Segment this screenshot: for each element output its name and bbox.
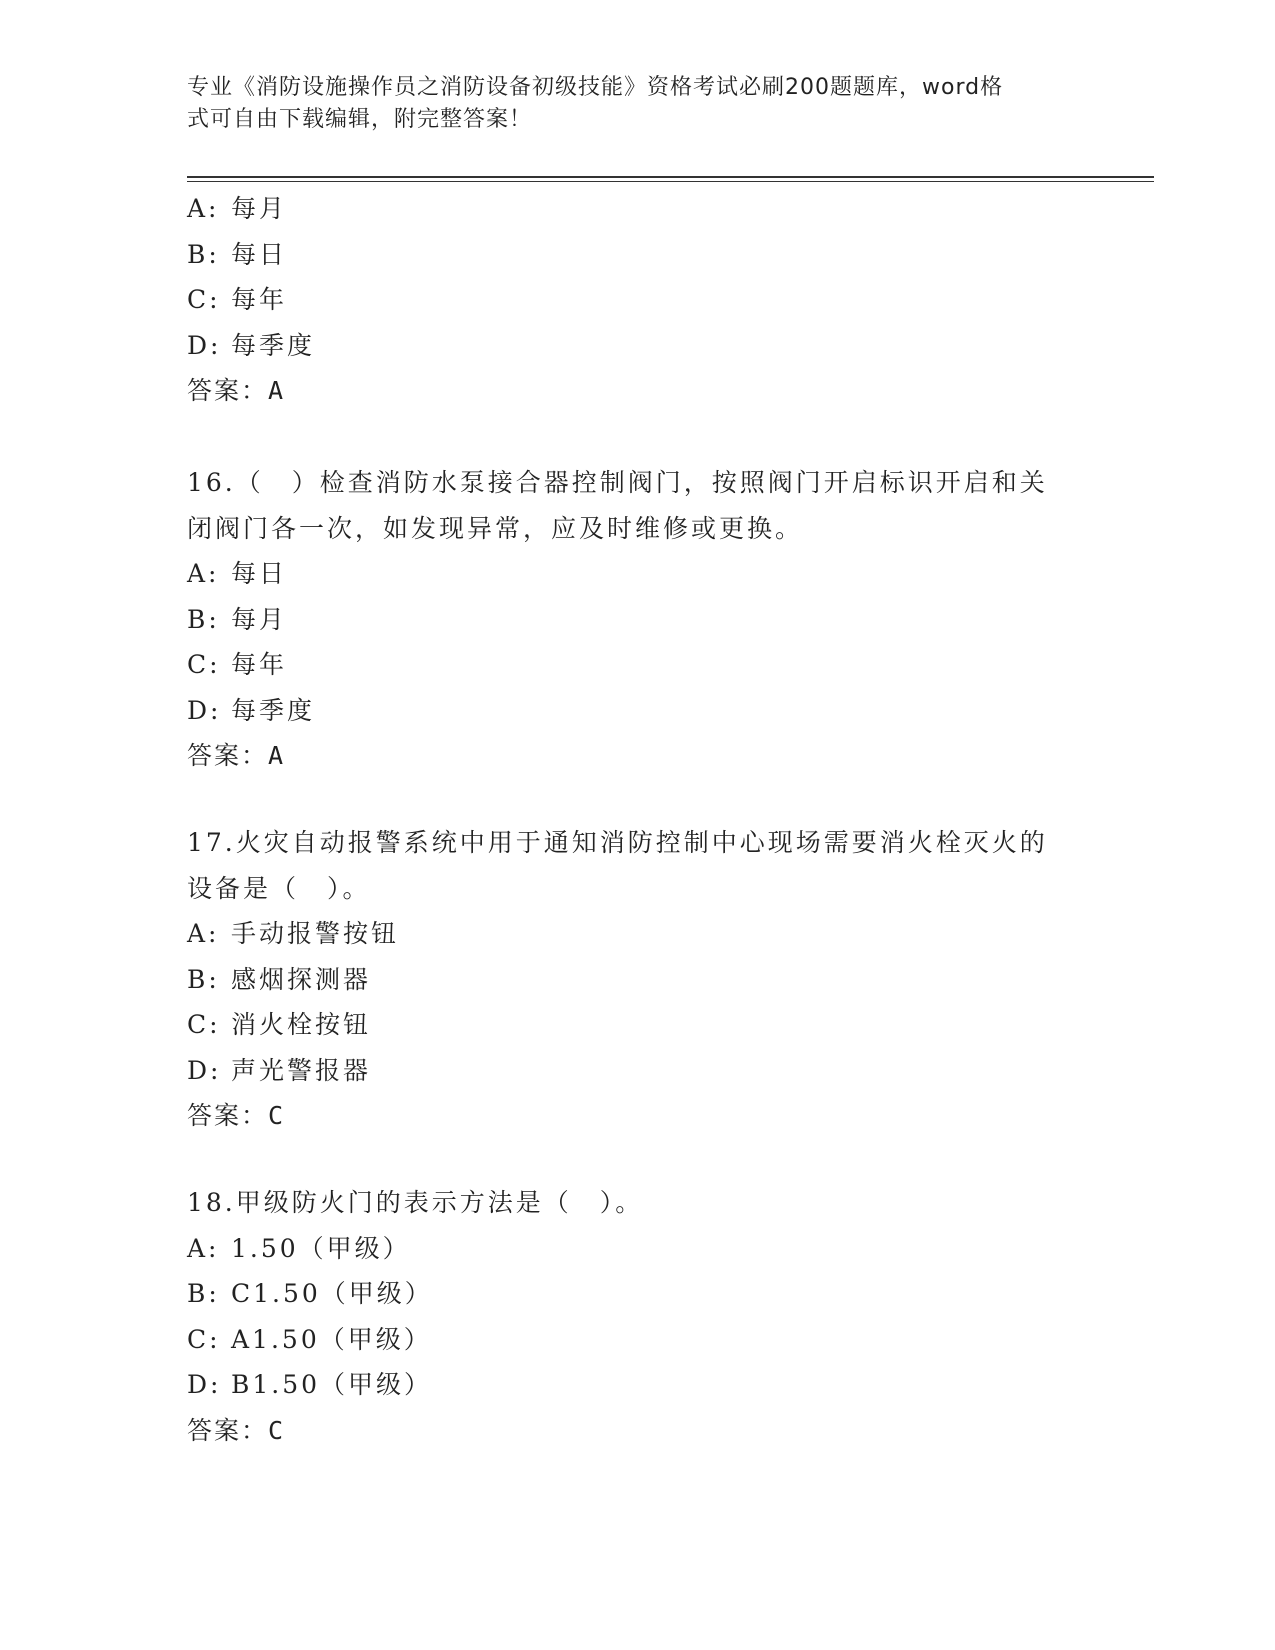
- option-b: B: 每月: [187, 604, 288, 634]
- question-17: [187, 820, 1087, 1139]
- question-stem-line: 16.（ ）检查消防水泵接合器控制阀门，按照阀门开启标识开启和关: [187, 468, 1048, 497]
- option-d: D: 每季度: [187, 330, 316, 360]
- option-a: A: 每日: [187, 559, 288, 588]
- question-stem-line: 闭阀门各一次，如发现异常，应及时维修或更换。: [187, 513, 804, 543]
- option-c: C: A1.50（甲级）: [187, 1324, 432, 1354]
- option-c: C: 每年: [187, 285, 288, 314]
- answer-line: 答案：C: [187, 1415, 285, 1445]
- answer-line: 答案：A: [187, 376, 285, 405]
- question-stem-line: 设备是（ ）。: [187, 873, 371, 903]
- option-c: C: 每年: [187, 650, 288, 679]
- option-b: B: C1.50（甲级）: [187, 1279, 433, 1308]
- option-b: B: 感烟探测器: [187, 964, 372, 994]
- answer-line: 答案：A: [187, 741, 285, 770]
- header-line-1: 专业《消防设施操作员之消防设备初级技能》资格考试必刷200题题库，word格: [187, 75, 1004, 100]
- option-d: D: B1.50（甲级）: [187, 1370, 433, 1399]
- header-divider-thin: [187, 181, 1154, 182]
- option-a: A: 每月: [187, 194, 288, 223]
- question-stem-line: 18.甲级防火门的表示方法是（ ）。: [187, 1188, 644, 1217]
- question-18: [187, 1180, 1087, 1453]
- question-15-continued: [187, 186, 1087, 414]
- header-line-2: 式可自由下载编辑，附完整答案！: [187, 107, 533, 132]
- question-stem-line: 17.火灾自动报警系统中用于通知消防控制中心现场需要消火栓灭火的: [187, 828, 1048, 857]
- answer-line: 答案：C: [187, 1101, 285, 1130]
- header-divider-thick: [187, 176, 1154, 178]
- option-d: D: 声光警报器: [187, 1055, 372, 1085]
- document-header: [187, 72, 1067, 136]
- option-a: A: 手动报警按钮: [187, 919, 400, 948]
- option-c: C: 消火栓按钮: [187, 1010, 372, 1039]
- question-16: [187, 460, 1087, 779]
- option-b: B: 每日: [187, 239, 288, 269]
- option-d: D: 每季度: [187, 695, 316, 725]
- option-a: A: 1.50（甲级）: [187, 1233, 411, 1263]
